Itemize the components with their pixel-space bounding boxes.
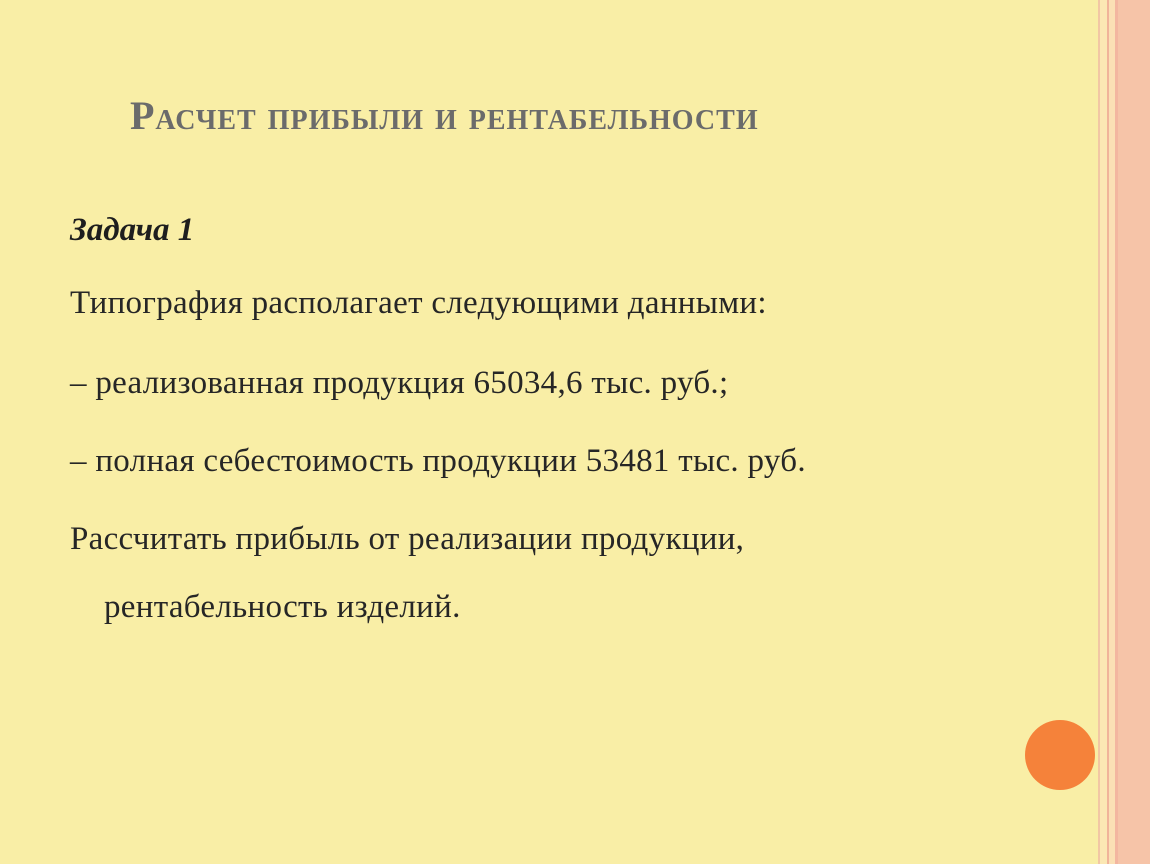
body-line-intro: Типография располагает следующими данными:	[70, 285, 767, 321]
body-line-task-continued: рентабельность изделий.	[104, 589, 461, 625]
decorative-stripes	[1098, 0, 1150, 864]
body-line-task: Рассчитать прибыль от реализации продукции,	[70, 521, 745, 557]
body-line-revenue: – реализованная продукция 65034,6 тыс. руб.;	[70, 365, 729, 401]
decorative-dot	[1025, 720, 1095, 790]
body-line-cost: – полная себестоимость продукции 53481 тыс. руб.	[70, 443, 806, 479]
slide-title: Расчет прибыли и рентабельности	[130, 93, 759, 138]
task-heading: Задача 1	[70, 212, 195, 248]
